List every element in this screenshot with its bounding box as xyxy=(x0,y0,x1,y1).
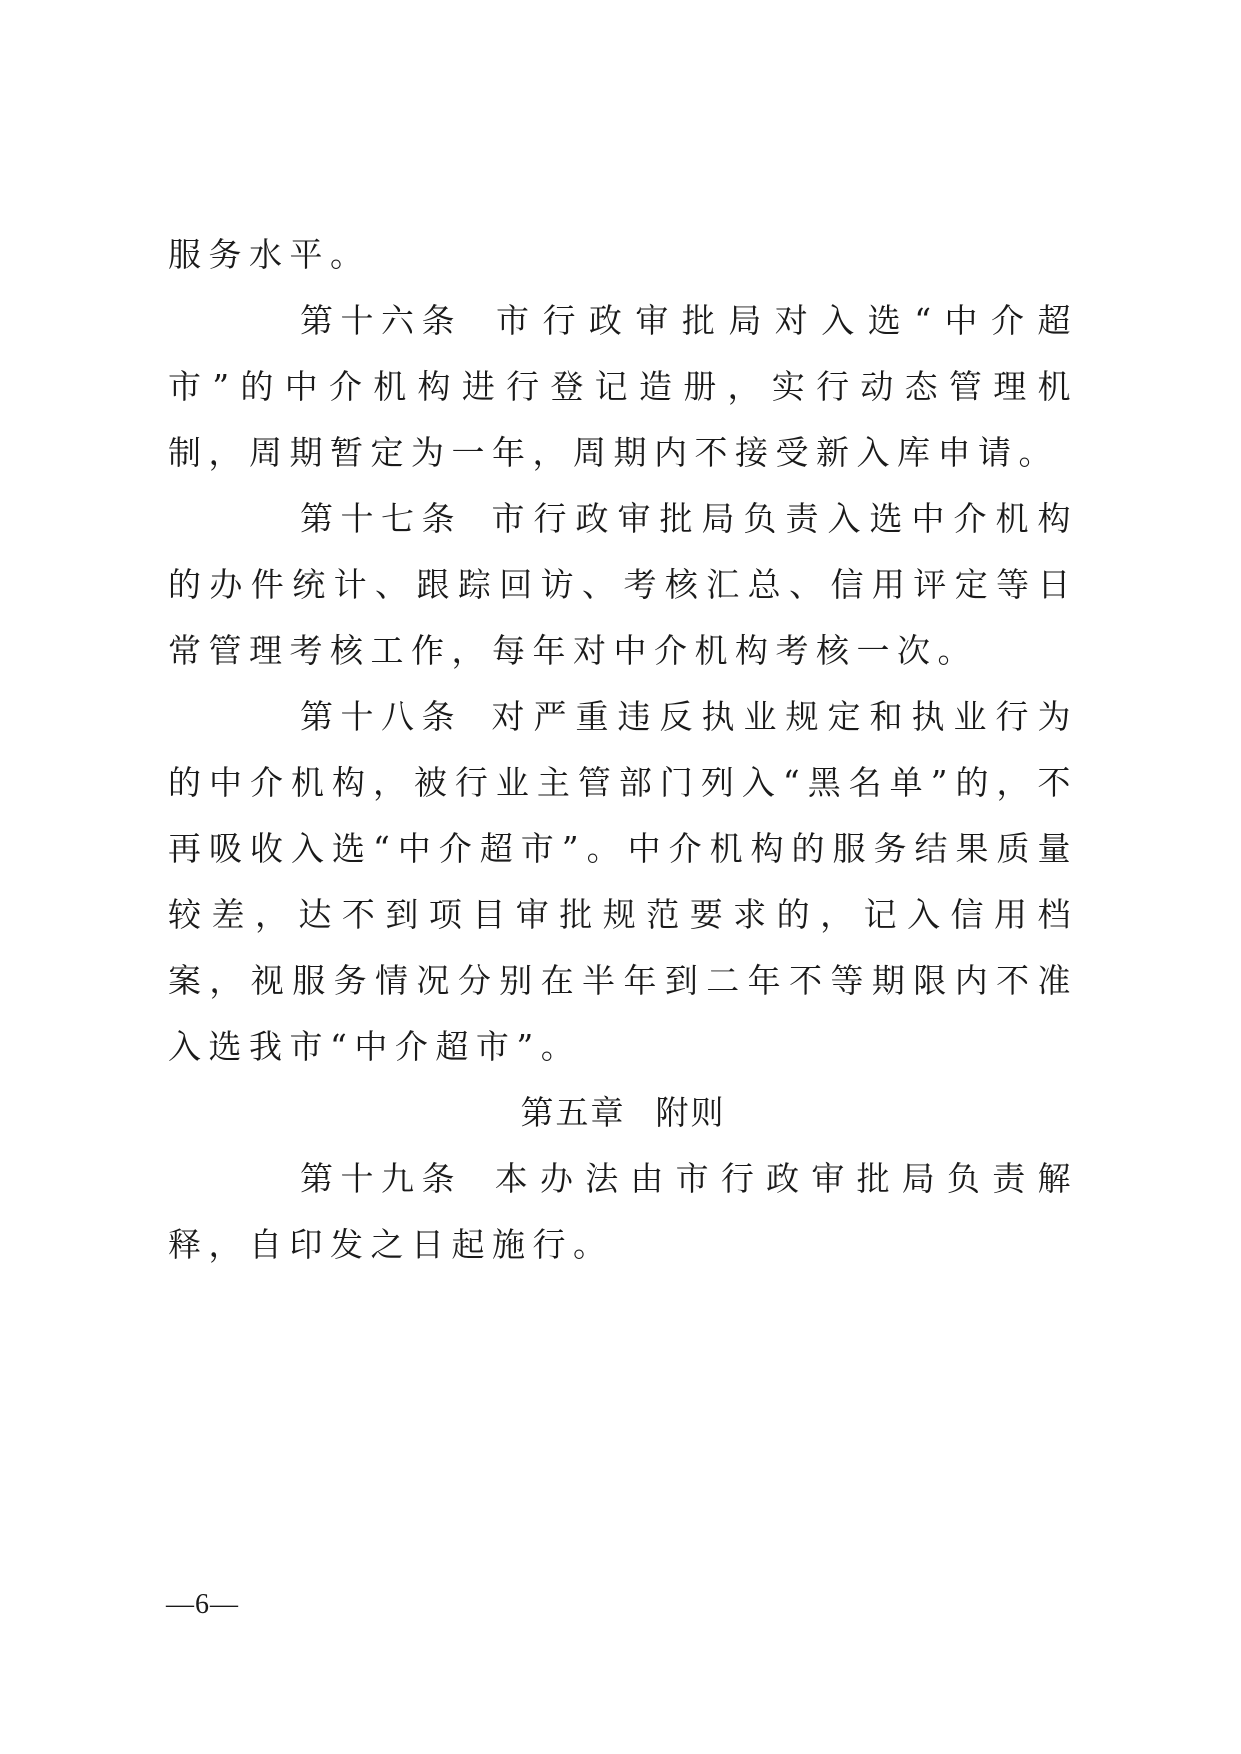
page-number: —6— xyxy=(166,1589,239,1620)
article-heading: 第十七条 xyxy=(300,499,462,538)
continuation-text: 服务水平。 xyxy=(168,235,371,274)
article-19 xyxy=(168,1146,1078,1278)
article-body: 市行政审批局对入选“中介超市”的中介机构进行登记造册，实行动态管理机制，周期暂定为一年，周期内不接受新入库申请。 xyxy=(168,301,1078,472)
chapter-number: 第五章 xyxy=(520,1093,626,1132)
article-heading: 第十八条 xyxy=(300,697,462,736)
chapter-heading xyxy=(168,1080,1078,1146)
article-18 xyxy=(168,684,1078,1080)
document-body xyxy=(168,222,1078,1278)
article-heading: 第十九条 xyxy=(300,1159,462,1198)
article-16 xyxy=(168,288,1078,486)
article-body: 对严重违反执业规定和执业行为的中介机构，被行业主管部门列入“黑名单”的，不再吸收入选“中介超市”。中介机构的服务结果质量较差，达不到项目审批规范要求的，记入信用档案，视服务情况分别在半年到二年不等期限内不准入选我市“中介超市”。 xyxy=(168,697,1078,1066)
continuation-paragraph xyxy=(168,222,1078,288)
article-heading: 第十六条 xyxy=(300,301,462,340)
article-body: 市行政审批局负责入选中介机构的办件统计、跟踪回访、考核汇总、信用评定等日常管理考核工作，每年对中介机构考核一次。 xyxy=(168,499,1078,670)
article-body: 本办法由市行政审批局负责解释，自印发之日起施行。 xyxy=(168,1159,1078,1264)
article-17 xyxy=(168,486,1078,684)
chapter-title: 附则 xyxy=(655,1093,726,1132)
